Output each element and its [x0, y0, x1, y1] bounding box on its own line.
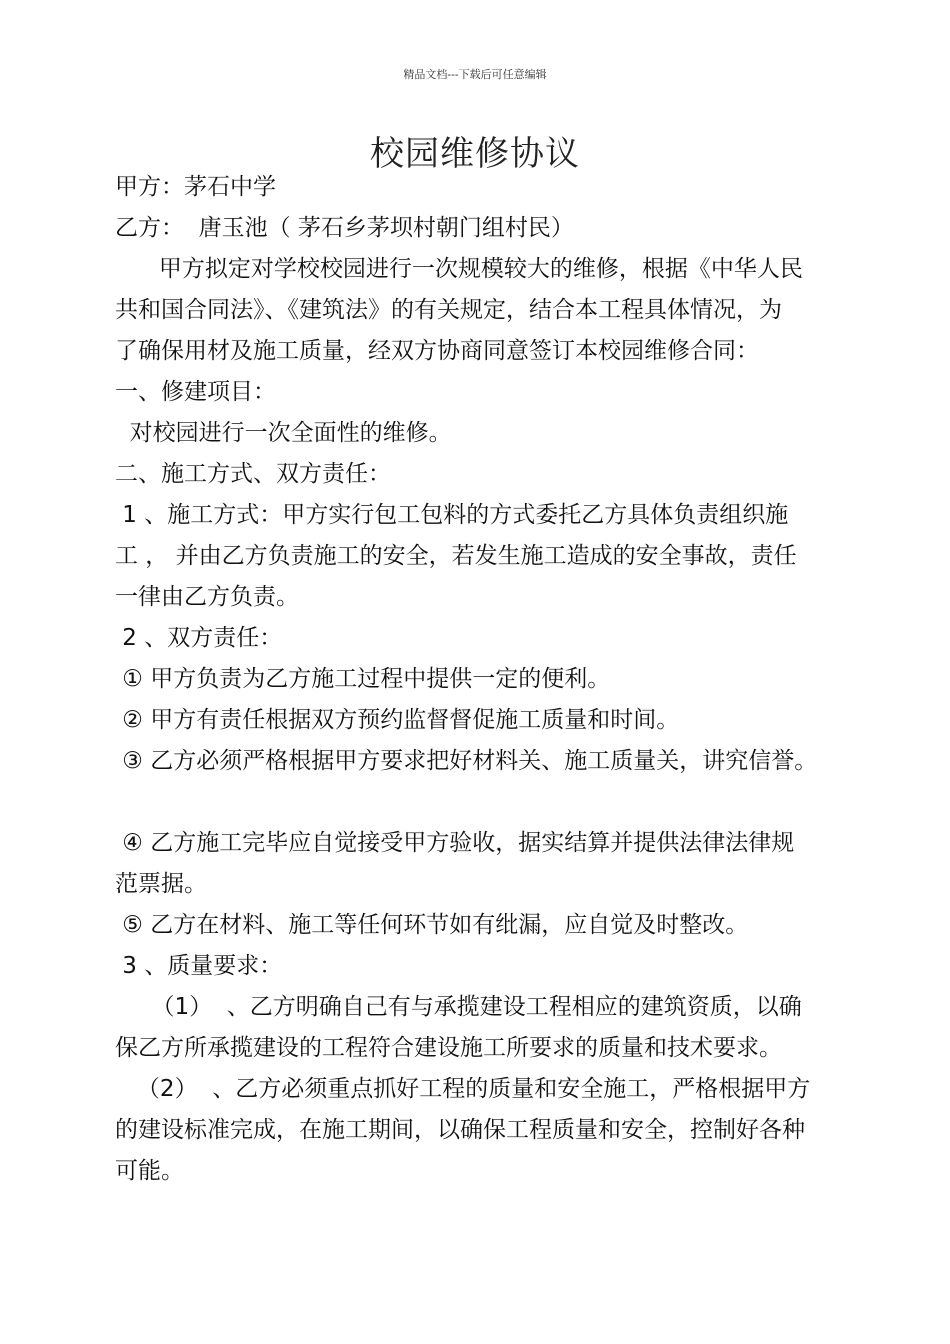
header-note: 精品文档---下载后可任意编辑 [403, 68, 547, 81]
section-2-heading: 二、施工方式、双方责任： [115, 461, 391, 487]
quality-2-line-2: 的建设标准完成，在施工期间，以确保工程质量和安全，控制好各种 [115, 1117, 805, 1143]
section-1-heading: 一、修建项目： [115, 379, 276, 405]
preamble-line-2: 共和国合同法》、《建筑法》的有关规定，结合本工程具体情况，为 [115, 297, 782, 323]
quality-2-line-1: （2） 、乙方必须重点抓好工程的质量和安全施工，严格根据甲方 [115, 1076, 811, 1102]
item-5: ⑤ 乙方在材料、施工等任何环节如有纰漏，应自觉及时整改。 [115, 912, 749, 938]
item-3: ③ 乙方必须严格根据甲方要求把好材料关、施工质量关，讲究信誉。 [115, 748, 818, 774]
clause-2-heading: 2 、双方责任： [115, 625, 283, 651]
item-4-line-1: ④ 乙方施工完毕应自觉接受甲方验收，据实结算并提供法律法律规 [115, 830, 795, 856]
item-4-line-2: 范票据。 [115, 871, 207, 897]
item-2: ② 甲方有责任根据双方预约监督督促施工质量和时间。 [115, 707, 680, 733]
clause-1-line-2: 工 ， 并由乙方负责施工的安全，若发生施工造成的安全事故，责任 [115, 543, 797, 569]
quality-1-line-2: 保乙方所承揽建设的工程符合建设施工所要求的质量和技术要求。 [115, 1035, 782, 1061]
document-title: 校园维修协议 [370, 134, 580, 174]
preamble-line-3: 了确保用材及施工质量，经双方协商同意签订本校园维修合同： [115, 338, 759, 364]
section-1-body: 对校园进行一次全面性的维修。 [115, 420, 452, 446]
clause-1-line-3: 一律由乙方负责。 [115, 584, 299, 610]
item-1: ① 甲方负责为乙方施工过程中提供一定的便利。 [115, 666, 611, 692]
party-a-line: 甲方：茅石中学 [115, 174, 276, 200]
preamble-line-1: 甲方拟定对学校校园进行一次规模较大的维修，根据《中华人民 [115, 256, 803, 282]
quality-2-line-3: 可能。 [115, 1158, 184, 1184]
party-b-line: 乙方： 唐玉池（ 茅石乡茅坝村朝门组村民） [115, 215, 574, 241]
quality-1-line-1: （1） 、乙方明确自己有与承揽建设工程相应的建筑资质，以确 [115, 994, 802, 1020]
clause-3-heading: 3 、质量要求： [115, 953, 283, 979]
clause-1-line-1: 1 、施工方式：甲方实行包工包料的方式委托乙方具体负责组织施 [115, 502, 789, 528]
